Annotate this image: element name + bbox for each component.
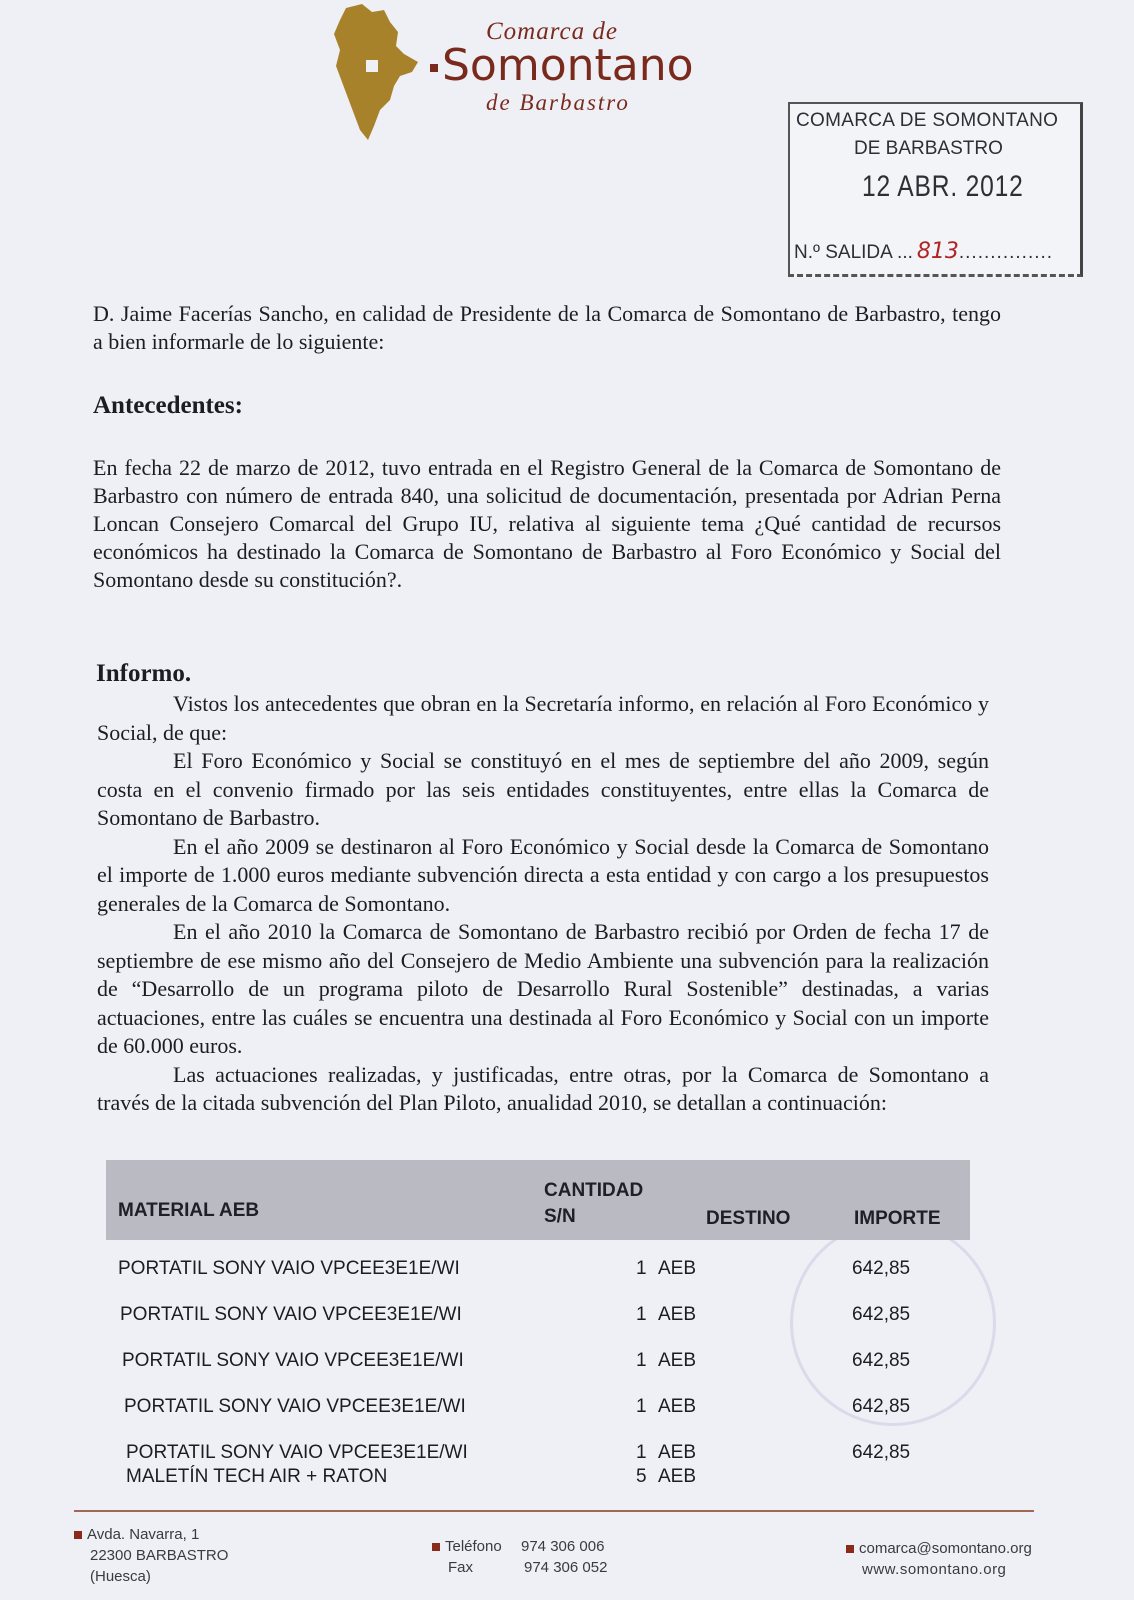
bullet-square-icon xyxy=(846,1545,854,1553)
cell-importe: 642,85 xyxy=(852,1442,911,1463)
cell-importe: 642,85 xyxy=(852,1396,911,1417)
cell-cantidad: 1 xyxy=(636,1350,647,1371)
comarca-map-logo-icon xyxy=(328,2,428,142)
cell-material: MALETÍN TECH AIR + RATON xyxy=(126,1466,388,1487)
web-link[interactable]: www.somontano.org xyxy=(862,1561,1007,1578)
informo-body xyxy=(97,690,989,1118)
informo-paragraph-1: Vistos los antecedentes que obran en la Secretaría informo, en relación al Foro Económico y Social, de que: xyxy=(97,691,989,745)
table-row xyxy=(106,1350,970,1374)
cell-cantidad: 1 xyxy=(636,1396,647,1417)
table-header xyxy=(106,1160,970,1240)
bullet-square-icon xyxy=(74,1531,82,1539)
stamp-salida-label: N.º SALIDA ... xyxy=(794,242,913,263)
intro-paragraph: D. Jaime Facerías Sancho, en calidad de Presidente de la Comarca de Somontano de Barbastro, tengo a bien informarle de lo siguiente: xyxy=(93,301,1001,354)
informo-paragraph-3: En el año 2009 se destinaron al Foro Económico y Social desde la Comarca de Somontano el importe de 1.000 euros mediante subvención directa a esta entidad y con cargo a los presupuestos generales de la Comarca de Somontano. xyxy=(97,833,989,916)
logo-line-barbastro: de Barbastro xyxy=(486,90,630,115)
cell-destino: AEB xyxy=(658,1350,697,1371)
footer-fax xyxy=(448,1557,607,1578)
footer-web xyxy=(846,1538,1032,1580)
email-link[interactable]: comarca@somontano.org xyxy=(859,1540,1032,1557)
informo-heading: Informo. xyxy=(96,660,192,687)
logo-line-comarca: Comarca de xyxy=(486,18,618,45)
footer-email-line xyxy=(846,1538,1032,1559)
cell-material: PORTATIL SONY VAIO VPCEE3E1E/WI xyxy=(124,1396,466,1417)
cell-importe: 642,85 xyxy=(852,1258,911,1279)
address-province: (Huesca) xyxy=(90,1568,151,1585)
antecedentes-heading: Antecedentes: xyxy=(93,392,243,419)
material-table xyxy=(106,1160,970,1490)
phone-value: 974 306 006 xyxy=(521,1538,605,1555)
stamp-date: 12 ABR. 2012 xyxy=(862,170,1024,203)
cell-cantidad: 1 xyxy=(636,1304,647,1325)
th-material: MATERIAL AEB xyxy=(118,1200,260,1221)
th-cantidad-sn: S/N xyxy=(544,1206,576,1227)
footer-phone xyxy=(432,1536,607,1557)
bullet-square-icon xyxy=(432,1543,440,1551)
cell-destino: AEB xyxy=(658,1258,697,1279)
stamp-salida-number: 813 xyxy=(916,239,959,264)
cell-destino: AEB xyxy=(658,1396,697,1417)
th-destino: DESTINO xyxy=(706,1208,791,1229)
table-row xyxy=(106,1466,970,1490)
table-row xyxy=(106,1304,970,1328)
cell-cantidad: 1 xyxy=(636,1258,647,1279)
logo-wordmark xyxy=(430,18,790,116)
stamp-org-line1: COMARCA DE SOMONTANO xyxy=(796,110,1059,131)
table-row xyxy=(106,1396,970,1420)
footer-address xyxy=(74,1524,228,1587)
footer-contact xyxy=(432,1536,607,1578)
logo-dot xyxy=(430,64,438,72)
fax-value: 974 306 052 xyxy=(524,1559,608,1576)
footer-divider xyxy=(74,1510,1034,1512)
logo-somontano-text: Somontano xyxy=(442,40,694,91)
informo-paragraph-4: En el año 2010 la Comarca de Somontano de Barbastro recibió por Orden de fecha 17 de septiembre de ese mismo año del Consejero de Medio Ambiente una subvención para la realización de “Desarrollo de un programa piloto de Desarrollo Rural Sostenible” destinadas, a varias actuaciones, entre las cuáles se encuentra una destinada al Foro Económico y Social con un importe de 60.000 euros. xyxy=(97,919,989,1058)
address-street: Avda. Navarra, 1 xyxy=(87,1526,200,1543)
registry-stamp xyxy=(788,102,1083,277)
cell-cantidad: 5 xyxy=(636,1466,647,1487)
cell-importe: 642,85 xyxy=(852,1304,911,1325)
th-cantidad: CANTIDAD xyxy=(544,1180,644,1201)
table-row xyxy=(106,1258,970,1282)
phone-label: Teléfono xyxy=(445,1538,502,1555)
cell-cantidad: 1 xyxy=(636,1442,647,1463)
antecedentes-paragraph: En fecha 22 de marzo de 2012, tuvo entrada en el Registro General de la Comarca de Somontano de Barbastro con número de entrada 840, una solicitud de documentación, presentada por Adrian Perna Loncan Consejero Comarcal del Grupo IU, relativa al siguiente tema ¿Qué cantidad de recursos económicos ha destinado la Comarca de Somontano de Barbastro al Foro Económico y Social del Somontano desde su constitución?. xyxy=(93,455,1001,592)
fax-label: Fax xyxy=(448,1559,474,1576)
informo-paragraph-5: Las actuaciones realizadas, y justificadas, entre otras, por la Comarca de Somontano a través de la citada subvención del Plan Piloto, anualidad 2010, se detallan a continuación: xyxy=(97,1061,989,1115)
cell-material: PORTATIL SONY VAIO VPCEE3E1E/WI xyxy=(122,1350,464,1371)
cell-material: PORTATIL SONY VAIO VPCEE3E1E/WI xyxy=(118,1258,460,1279)
stamp-salida xyxy=(794,239,1053,264)
logo-line-somontano xyxy=(430,42,790,90)
cell-destino: AEB xyxy=(658,1442,697,1463)
th-importe: IMPORTE xyxy=(854,1208,941,1229)
cell-destino: AEB xyxy=(658,1466,697,1487)
cell-material: PORTATIL SONY VAIO VPCEE3E1E/WI xyxy=(120,1304,462,1325)
address-city: 22300 BARBASTRO xyxy=(90,1547,229,1564)
footer-address-line1 xyxy=(74,1524,228,1545)
stamp-org-line2: DE BARBASTRO xyxy=(854,138,1003,159)
stamp-salida-dots: ............... xyxy=(958,242,1054,263)
cell-importe: 642,85 xyxy=(852,1350,911,1371)
cell-destino: AEB xyxy=(658,1304,697,1325)
cell-material: PORTATIL SONY VAIO VPCEE3E1E/WI xyxy=(126,1442,468,1463)
informo-paragraph-2: El Foro Económico y Social se constituyó en el mes de septiembre del año 2009, según costa en el convenio firmado por las seis entidades constituyentes, entre ellas la Comarca de Somontano de Barbastro. xyxy=(97,748,989,830)
table-row xyxy=(106,1442,970,1466)
